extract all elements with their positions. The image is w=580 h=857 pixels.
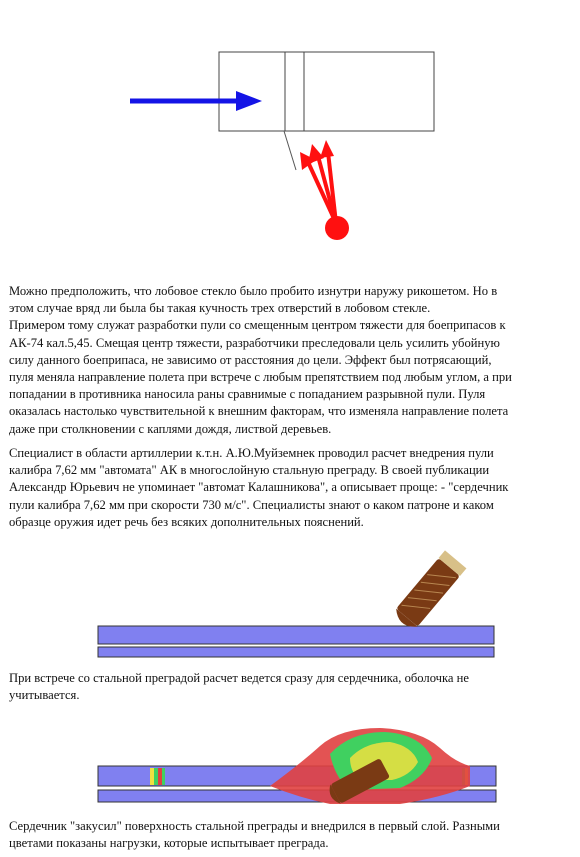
core-approach-figure [0, 540, 580, 665]
steel-plate-lower [98, 647, 494, 657]
impact-point [325, 216, 349, 240]
trajectory-line [284, 131, 296, 170]
penetration-figure [0, 718, 580, 810]
stress-stripes-left [150, 768, 165, 785]
ricochet-arrows [300, 140, 336, 223]
bullet-core [392, 550, 467, 632]
ricochet-diagram [0, 0, 580, 255]
steel-plate-upper [98, 626, 494, 644]
caption-1: При встрече со стальной преградой расчет ведется сразу для сердечника, оболочка не учитывается. [9, 671, 469, 703]
windshield-box [219, 52, 434, 131]
paragraph-1: Можно предположить, что лобовое стекло было пробито изнутри наружу рикошетом. Но в этом случае вряд ли была бы такая кучность трех отверстий в лобовом стекле. Примером тому служат разработки пули со смещенным центром тяжести для боеприпасов к АК-74 кал.5,45. Смещая центр тяжести, разработчики преследовали цель усилить убойную силу данного боеприпаса, не зависимо от расстояния до цели. Эффект был потрясающий, пуля меняла направление полета при встрече с любым препятствием под любым углом, а при попадании в противника наносила раны сравнимые с попаданием разрывной пули. Пуля оказалась настолько чувствительной к внешним факторам, что изменяла направление полета даже при столкновении с каплями дождя, листвой деревьев. [9, 284, 512, 436]
caption-2: Сердечник "закусил" поверхность стальной преграды и внедрился в первый слой. Разными цветами показаны нагрузки, которые испытывает преграда. [9, 819, 500, 851]
paragraph-2: Специалист в области артиллерии к.т.н. А.Ю.Муйземнек проводил расчет внедрения пули калибра 7,62 мм "автомата" АК в многослойную стальную преграду. В своей публикации Александр Юрьевич не упоминает "автомат Калашникова", а описывает проще: - "сердечник пули калибра 7,62 мм при скорости 730 м/с". Специалисты знают о каком патроне и каком образце оружия идет речь без всяких дополнительных пояснений. [9, 446, 509, 529]
